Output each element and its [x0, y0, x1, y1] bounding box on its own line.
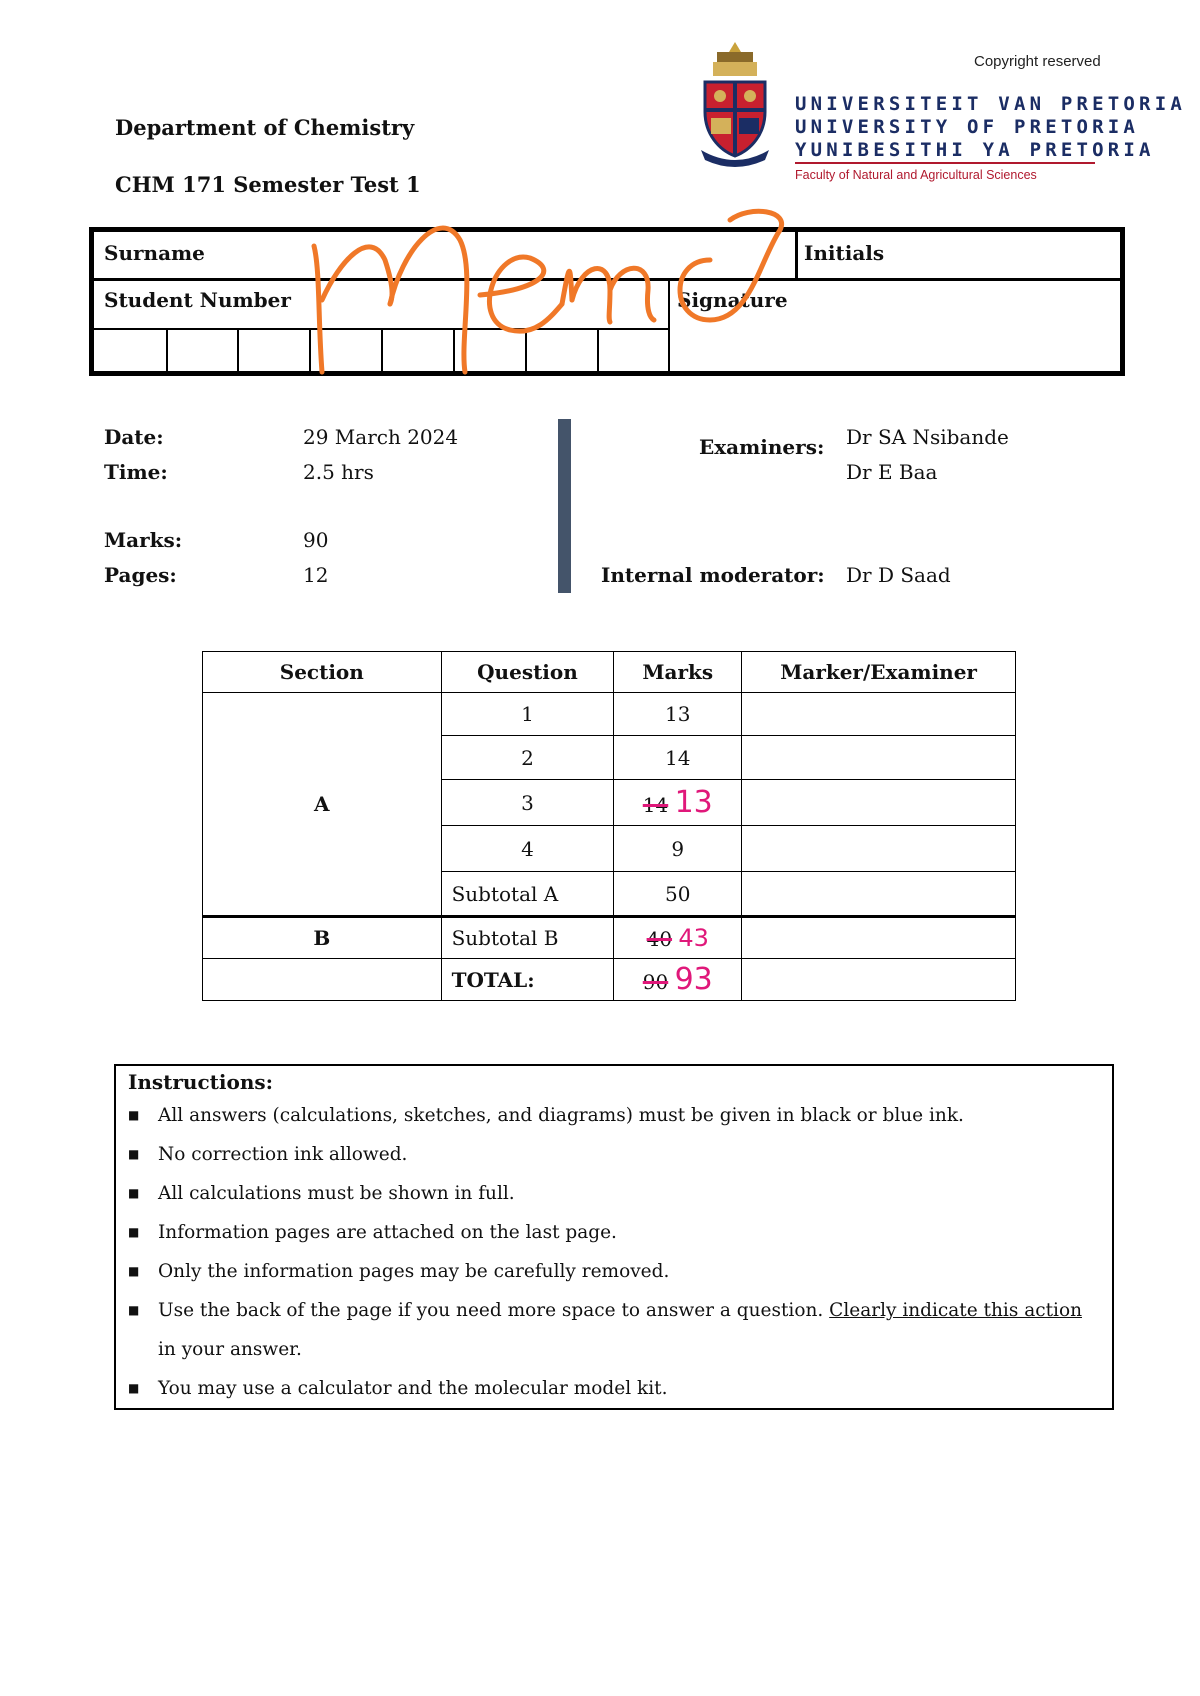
- marks-cell: 14: [614, 736, 742, 780]
- marker-cell[interactable]: [742, 780, 1016, 826]
- corrected-mark: 13: [674, 785, 713, 820]
- date-value: 29 March 2024: [303, 425, 459, 449]
- header-marker: Marker/Examiner: [742, 652, 1016, 693]
- signature-label: Signature: [677, 288, 788, 312]
- vertical-divider: [558, 419, 571, 593]
- table-row: [203, 693, 1016, 736]
- university-rule: [795, 162, 1095, 164]
- marks-label: Marks:: [104, 528, 183, 552]
- question-cell: Subtotal B: [441, 917, 614, 959]
- marker-cell[interactable]: [742, 917, 1016, 959]
- corrected-mark: 43: [678, 924, 709, 952]
- faculty-name: Faculty of Natural and Agricultural Sciences: [795, 168, 1037, 182]
- instructions-list: [128, 1096, 1098, 1408]
- original-mark: 14: [642, 793, 669, 817]
- original-mark: 40: [646, 927, 673, 951]
- marks-cell: 50: [614, 872, 742, 917]
- question-cell: 3: [441, 780, 614, 826]
- time-value: 2.5 hrs: [303, 460, 374, 484]
- marker-cell[interactable]: [742, 826, 1016, 872]
- marker-cell[interactable]: [742, 959, 1016, 1001]
- initials-label: Initials: [804, 241, 885, 265]
- marks-cell: 9: [614, 826, 742, 872]
- question-cell: 1: [441, 693, 614, 736]
- memo-handwritten-annotation: [310, 200, 830, 375]
- pages-value: 12: [303, 563, 329, 587]
- question-cell: 4: [441, 826, 614, 872]
- department-title: Department of Chemistry: [115, 115, 415, 140]
- marks-cell: 13: [614, 693, 742, 736]
- section-b-cell: B: [203, 917, 442, 959]
- moderator-value: Dr D Saad: [846, 563, 951, 587]
- test-title: CHM 171 Semester Test 1: [115, 172, 421, 197]
- marks-table: [202, 651, 1016, 1001]
- instructions-title: Instructions:: [128, 1070, 274, 1094]
- instructions-box: [114, 1064, 1114, 1410]
- list-item: ■ You may use a calculator and the molecular model kit.: [128, 1378, 668, 1399]
- university-crest-logo: [695, 38, 775, 168]
- header-section: Section: [203, 652, 442, 693]
- table-row: [203, 959, 1016, 1001]
- examiner-2: Dr E Baa: [846, 460, 938, 484]
- time-label: Time:: [104, 460, 168, 484]
- marks-cell: [614, 917, 742, 959]
- pages-label: Pages:: [104, 563, 177, 587]
- header-question: Question: [441, 652, 614, 693]
- student-number-label: Student Number: [104, 288, 291, 312]
- section-empty-cell: [203, 959, 442, 1001]
- list-item: ■ All calculations must be shown in full.: [128, 1183, 515, 1204]
- copyright-notice: Copyright reserved: [974, 53, 1101, 70]
- table-row: [203, 917, 1016, 959]
- marks-cell: [614, 780, 742, 826]
- university-name-sepedi: YUNIBESITHI YA PRETORIA: [795, 139, 1155, 161]
- list-item: ■ No correction ink allowed.: [128, 1144, 408, 1165]
- surname-label: Surname: [104, 241, 205, 265]
- marker-cell[interactable]: [742, 872, 1016, 917]
- list-item: ■ Only the information pages may be carefully removed.: [128, 1261, 670, 1282]
- university-name-english: UNIVERSITY OF PRETORIA: [795, 116, 1140, 138]
- list-item: ■ All answers (calculations, sketches, and diagrams) must be given in black or blue ink.: [128, 1105, 964, 1126]
- corrected-mark: 93: [674, 962, 713, 997]
- section-a-cell: A: [203, 693, 442, 917]
- marks-value: 90: [303, 528, 329, 552]
- initials-field[interactable]: [954, 232, 1114, 278]
- question-cell: 2: [441, 736, 614, 780]
- list-item: ■ Use the back of the page if you need more space to answer a question. Clearly indicate this action in your answer.: [128, 1300, 1082, 1360]
- marker-cell[interactable]: [742, 736, 1016, 780]
- question-cell: TOTAL:: [441, 959, 614, 1001]
- list-item: ■ Information pages are attached on the last page.: [128, 1222, 617, 1243]
- date-label: Date:: [104, 425, 164, 449]
- question-cell: Subtotal A: [441, 872, 614, 917]
- original-mark: 90: [642, 970, 669, 994]
- header-marks: Marks: [614, 652, 742, 693]
- moderator-label: Internal moderator:: [601, 563, 825, 587]
- university-name-afrikaans: UNIVERSITEIT VAN PRETORIA: [795, 93, 1186, 115]
- examiner-1: Dr SA Nsibande: [846, 425, 1009, 449]
- examiners-label: Examiners:: [699, 435, 825, 459]
- marks-cell: [614, 959, 742, 1001]
- marker-cell[interactable]: [742, 693, 1016, 736]
